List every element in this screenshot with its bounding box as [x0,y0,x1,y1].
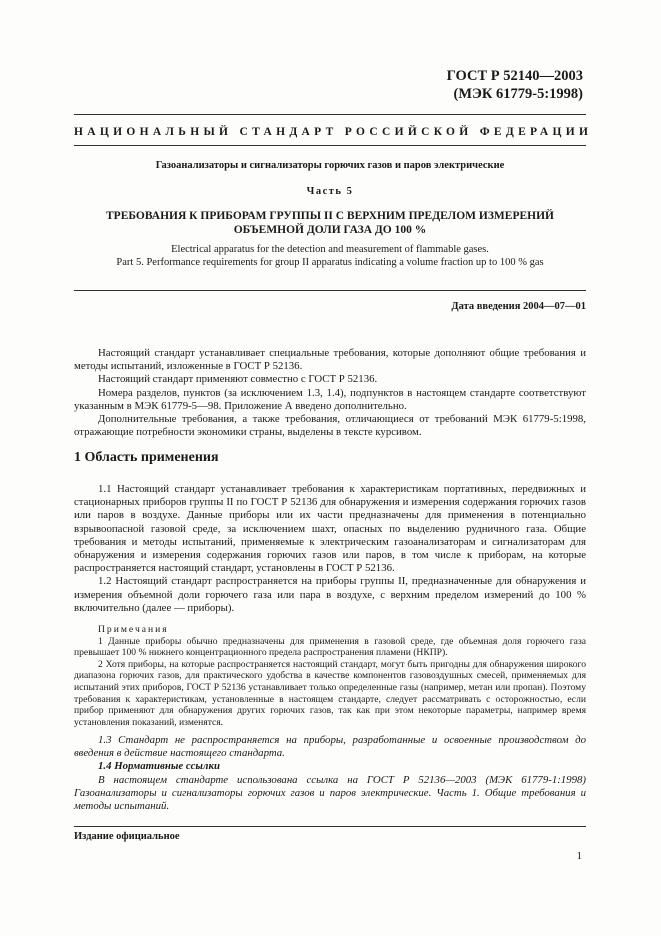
note-2: 2 Хотя приборы, на которые распространяется настоящий стандарт, могут быть пригодны для обнаружения широкого диапазона горючих газов, для практического удобства в качестве компонентов газовоздушных смесей, применяемых для испытаний этих приборов, ГОСТ Р 52136 устанавливает только определенные газы (например, метан или пропан). Поэтому требования к характеристикам, установленные в настоящем стандарте, следует рассматривать с осторожностью, если прибор применяют для обнаружения других горючих газов, так как при этом некоторые параметры, например время установления показаний, изменятся. [74,658,586,728]
standard-number-iec: (МЭК 61779-5:1998) [453,86,583,102]
note-1: 1 Данные приборы обычно предназначены для применения в газовой среде, где объемная доля горючего газа превышает 100 % нижнего концентрационного предела распространения пламени (НКПР). [74,635,586,659]
introduction-date: Дата введения 2004—07—01 [451,301,586,312]
intro-text [74,347,586,439]
footer-rule [74,826,586,827]
english-title-line2: Part 5. Performance requirements for group II apparatus indicating a volume fraction up to 100 % gas [116,257,544,268]
official-edition-label: Издание официальное [74,831,180,842]
english-title [74,243,586,269]
english-title-line1: Electrical apparatus for the detection and measurement of flammable gases. [171,244,489,255]
clause-1-3: 1.3 Стандарт не распространяется на приборы, разработанные и освоенные производством до введения в действие настоящего стандарта. [74,734,586,760]
clause-1-2: 1.2 Настоящий стандарт распространяется на приборы группы II, предназначенные для обнаружения и измерения объемной доли горючего газа или пара в воздухе, с верхним пределом измерений до 100 % включительно (далее — приборы). [74,575,586,614]
notes-block [74,624,586,728]
intro-paragraph: Настоящий стандарт применяют совместно с ГОСТ Р 52136. [98,373,378,386]
document-subtitle: Газоанализаторы и сигнализаторы горючих газов и паров электрические [155,160,505,171]
standard-number [447,67,583,103]
clause-1-3-block [74,734,586,813]
main-title [74,209,586,237]
clause-1-1: 1.1 Настоящий стандарт устанавливает требования к характеристикам портативных, передвижных и стационарных приборов группы II по ГОСТ Р 52136 для обнаружения и измерения содержания горючих газов или паров в воздухе. Данные приборы или их части предназначены для применения в потенциально взрывоопасной газовой среде, за исключением шахт, опасных по выделению рудничного газа. Общие требования и методы испытаний, применяемые к электрическим газоанализаторам и сигнализаторам для обнаружения и измерения содержания горючих газов или паров, в том числе к приборам, на которые распространяется настоящий стандарт, установлены в ГОСТ Р 52136. [74,483,586,575]
page-number: 1 [576,850,582,862]
part-label: Часть 5 [306,186,354,197]
date-rule [74,290,586,291]
intro-paragraph: Настоящий стандарт устанавливает специальные требования, которые дополняют общие требования и методы испытаний, изложенные в ГОСТ Р 52136. [74,347,586,373]
intro-paragraph: Дополнительные требования, а также требования, отличающиеся от требований МЭК 61779-5:1998, отражающие потребности экономики страны, выделены в тексте курсивом. [74,413,586,439]
main-title-line1: ТРЕБОВАНИЯ К ПРИБОРАМ ГРУППЫ II С ВЕРХНИМ ПРЕДЕЛОМ ИЗМЕРЕНИЙ [106,210,554,222]
national-standard-heading: НАЦИОНАЛЬНЫЙ СТАНДАРТ РОССИЙСКОЙ ФЕДЕРАЦИИ [74,126,593,138]
clause-1-4: В настоящем стандарте использована ссылка на ГОСТ Р 52136—2003 (МЭК 61779-1:1998) Газоанализаторы и сигнализаторы горючих газов и паров электрические. Часть 1. Общие требования и методы испытаний. [74,773,586,813]
section-heading: 1 Область применения [74,450,219,465]
clause-1-4-heading: 1.4 Нормативные ссылки [98,760,220,773]
standard-number-gost: ГОСТ Р 52140—2003 [446,68,583,84]
header-rule [74,145,586,146]
notes-heading: Примечания [98,624,169,635]
main-title-line2: ОБЪЕМНОЙ ДОЛИ ГАЗА ДО 100 % [233,224,427,236]
scope-text [74,483,586,615]
top-rule [74,114,586,115]
intro-paragraph: Номера разделов, пунктов (за исключением 1.3, 1.4), подпунктов в настоящем стандарте соответствуют указанным в МЭК 61779-5—98. Приложение А введено дополнительно. [74,386,586,412]
